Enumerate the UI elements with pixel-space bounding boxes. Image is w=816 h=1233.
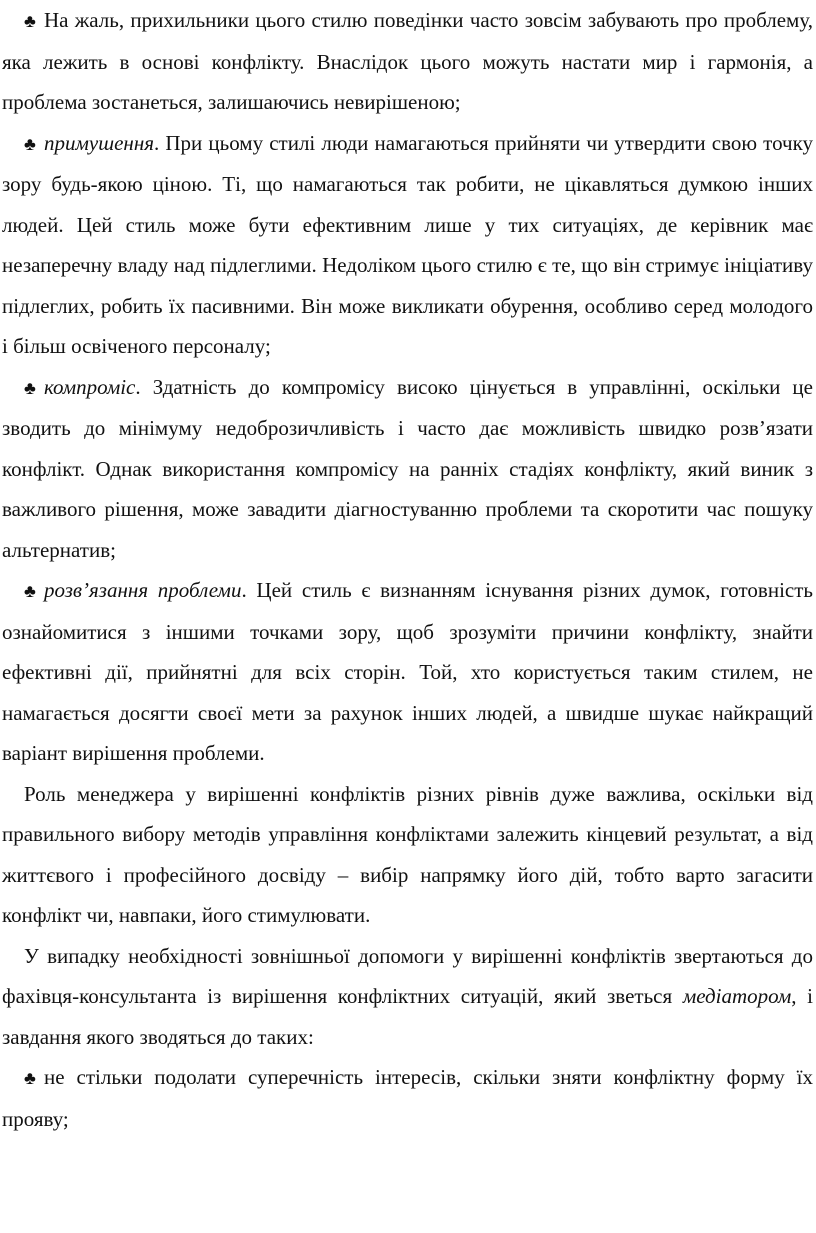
paragraph-avoidance-end: [2, 0, 813, 123]
paragraph-text: . При цьому стилі люди намагаються прийняти чи утвердити свою точку зору будь-якою ціною. Ті, що намагаються так робити, не цікавляться думкою інших людей. Цей стиль може бути ефективним лише у тих ситуаціях, де керівник має незаперечну владу над підлеглими. Недоліком цього стилю є те, що він стримує ініціативу підлеглих, робить їх пасивними. Він може викликати обурення, особливо серед молодого і більш освіченого персоналу;: [2, 130, 813, 358]
paragraph-text: Роль менеджера у вирішенні конфліктів різних рівнів дуже важлива, оскільки від правильного вибору методів управління конфліктами залежить кінцевий результат, а від життєвого і професійного досвіду – вибір напрямку його дій, тобто варто загасити конфлікт чи, навпаки, його стимулювати.: [2, 781, 813, 927]
club-bullet-icon: ♣: [24, 11, 36, 31]
club-bullet-icon: ♣: [24, 1068, 36, 1088]
term-compromise: компроміс: [44, 374, 136, 399]
paragraph-manager-role: [2, 774, 813, 936]
paragraph-text-before: У випадку необхідності зовнішньої допомоги у вирішенні конфліктів звертаються до фахівця-консультанта із вирішення конфліктних ситуацій, який зветься: [2, 943, 813, 1008]
paragraph-text: не стільки подолати суперечність інтересів, скільки зняти конфліктну форму їх прояву;: [2, 1065, 813, 1131]
paragraph-problem-solving: [2, 570, 813, 774]
paragraph-mediator: [2, 936, 813, 1058]
club-bullet-icon: ♣: [24, 581, 36, 601]
paragraph-text: . Цей стиль є визнанням існування різних думок, готовність ознайомитися з іншими точками зору, щоб зрозуміти причини конфлікту, знайти ефективні дії, прийнятні для всіх сторін. Той, хто користується таким стилем, не намагається досягти своєї мети за рахунок інших людей, а швидше шукає найкращий варіант вирішення проблеми.: [2, 578, 813, 765]
paragraph-compromise: [2, 367, 813, 571]
paragraph-coercion: [2, 123, 813, 367]
club-bullet-icon: ♣: [24, 377, 36, 398]
term-mediator: медіатором: [682, 984, 792, 1008]
paragraph-text: На жаль, прихильники цього стилю поведінки часто зовсім забувають про проблему, яка лежить в основі конфлікту. Внаслідок цього можуть настати мир і гармонія, а проблема зостанеться, залишаючись невирішеною;: [2, 8, 813, 114]
paragraph-text-after: , і завдання якого зводяться до таких:: [2, 984, 813, 1049]
term-coercion: примушення: [44, 130, 154, 155]
paragraph-mediator-task-1: [2, 1057, 813, 1139]
paragraph-text: . Здатність до компромісу високо цінується в управлінні, оскільки це зводить до мінімуму недоброзичливість і часто дає можливість швидко розв’язати конфлікт. Однак використання компромісу на ранніх стадіях конфлікту, який виник з важливого рішення, може завадити діагностуванню проблеми та скоротити час пошуку альтернатив;: [2, 374, 813, 562]
term-problem-solving: розв’язання проблеми: [44, 578, 242, 602]
club-bullet-icon: ♣: [24, 133, 36, 154]
